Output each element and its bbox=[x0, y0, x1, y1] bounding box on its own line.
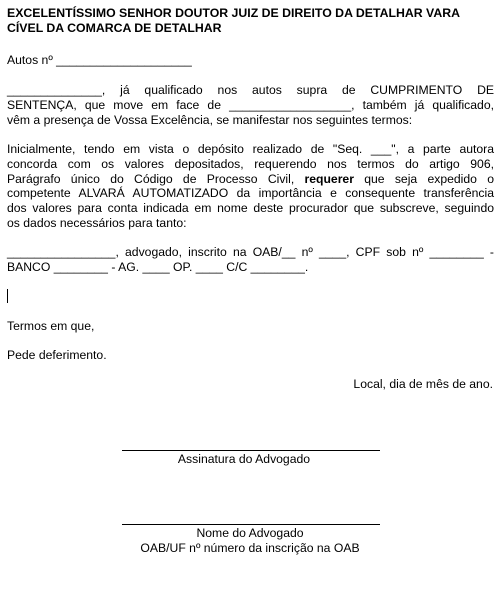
paragraph-line: competente ALVARÁ AUTOMATIZADO da importância e consequente transferência bbox=[7, 186, 494, 200]
text-cursor bbox=[7, 289, 8, 303]
signature-label: Assinatura do Advogado bbox=[177, 452, 311, 466]
paragraph-line bbox=[7, 172, 494, 187]
paragraph-line: dos valores para conta indicada em nome deste procurador que subscreve, seguindo bbox=[7, 201, 494, 215]
document-heading: EXCELENTÍSSIMO SENHOR DOUTOR JUIZ DE DIREITO DA DETALHAR VARA CÍVEL DA COMARCA DE DETALHAR bbox=[7, 6, 460, 35]
paragraph-line: os dados necessários para tanto: bbox=[7, 216, 187, 230]
paragraph-line: BANCO ________ - AG. ____ OP. ____ C/C ________. bbox=[7, 260, 309, 274]
paragraph-line: Inicialmente, tendo em vista o depósito realizado de "Seq. ___", a parte autora bbox=[7, 142, 494, 156]
lawyer-oab: OAB/UF nº número da inscrição na OAB bbox=[140, 541, 360, 555]
closing-request: Pede deferimento. bbox=[7, 348, 107, 362]
name-line bbox=[122, 524, 380, 525]
closing-terms: Termos em que, bbox=[7, 319, 95, 333]
autos-line: Autos nº ____________________ bbox=[7, 53, 192, 67]
paragraph-line: concorda com os valores depositados, requerendo nos termos do artigo 906, bbox=[7, 157, 494, 171]
paragraph-line: ________________, advogado, inscrito na OAB/__ nº ____, CPF sob nº ________ - bbox=[7, 245, 494, 259]
paragraph-line: SENTENÇA, que move em face de __________________, também já qualificado, bbox=[7, 98, 494, 112]
lawyer-name: Nome do Advogado bbox=[196, 526, 304, 540]
place-date: Local, dia de mês de ano. bbox=[353, 377, 493, 391]
paragraph-line: ______________, já qualificado nos autos supra de CUMPRIMENTO DE bbox=[7, 83, 494, 97]
signature-line bbox=[122, 450, 380, 451]
paragraph-text: Parágrafo único do Código de Processo Civil, bbox=[7, 172, 305, 186]
paragraph-text: que seja expedido o bbox=[353, 172, 494, 186]
bold-request-word: requerer bbox=[304, 172, 354, 186]
paragraph-line: vêm a presença de Vossa Excelência, se manifestar nos seguintes termos: bbox=[7, 113, 413, 127]
